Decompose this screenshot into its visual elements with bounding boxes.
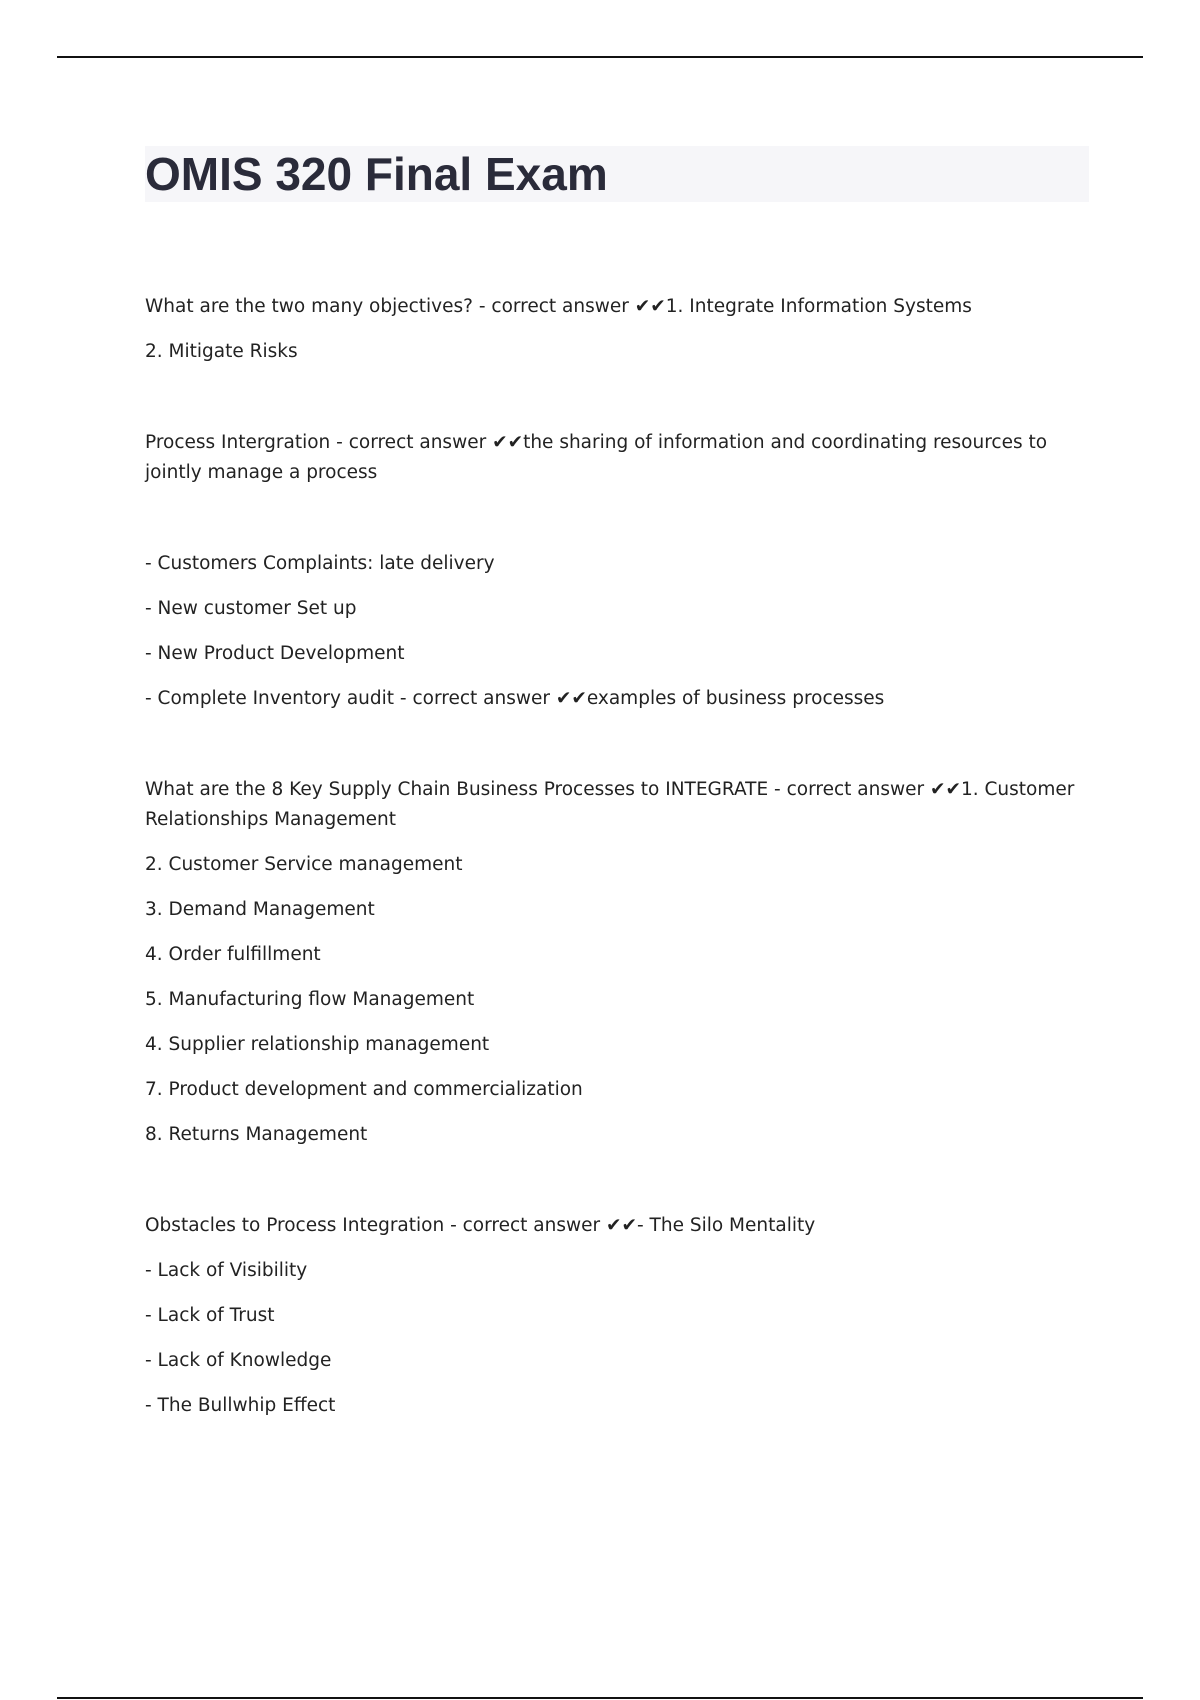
entry-line: 4. Order fulfillment bbox=[145, 944, 321, 965]
entry-line: - New customer Set up bbox=[145, 598, 357, 619]
qa-entry-process-integration bbox=[145, 428, 1091, 488]
entry-line: 2. Customer Service management bbox=[145, 854, 463, 875]
entry-line: 4. Supplier relationship management bbox=[145, 1034, 490, 1055]
entry-line: - Lack of Knowledge bbox=[145, 1350, 332, 1371]
entry-line: 8. Returns Management bbox=[145, 1124, 368, 1145]
entry-line: - Lack of Trust bbox=[145, 1305, 275, 1326]
entry-line: - Complete Inventory audit - correct answer ✔✔examples of business processes bbox=[145, 688, 885, 709]
qa-entry-objectives bbox=[145, 292, 1091, 367]
entry-line: - The Bullwhip Effect bbox=[145, 1395, 336, 1416]
entry-line: - New Product Development bbox=[145, 643, 405, 664]
document-body bbox=[145, 292, 1091, 1482]
entry-line: 3. Demand Management bbox=[145, 899, 375, 920]
entry-line: Process Intergration - correct answer ✔✔the sharing of information and coordinating resources to jointly manage a process bbox=[145, 432, 1048, 483]
entry-line: 7. Product development and commercialization bbox=[145, 1079, 583, 1100]
qa-entry-key-processes bbox=[145, 775, 1091, 1150]
entry-line: 5. Manufacturing flow Management bbox=[145, 989, 475, 1010]
entry-line: - Lack of Visibility bbox=[145, 1260, 308, 1281]
entry-line: What are the 8 Key Supply Chain Business Processes to INTEGRATE - correct answer ✔✔1. Customer Relationships Management bbox=[145, 779, 1075, 830]
entry-line: What are the two many objectives? - correct answer ✔✔1. Integrate Information Systems bbox=[145, 296, 972, 317]
entry-line: - Customers Complaints: late delivery bbox=[145, 553, 495, 574]
document-title: OMIS 320 Final Exam bbox=[145, 148, 608, 200]
entry-line: Obstacles to Process Integration - correct answer ✔✔- The Silo Mentality bbox=[145, 1215, 816, 1236]
entry-line: 2. Mitigate Risks bbox=[145, 341, 298, 362]
bottom-rule bbox=[57, 1697, 1143, 1699]
qa-entry-obstacles bbox=[145, 1211, 1091, 1421]
qa-entry-business-processes bbox=[145, 549, 1091, 714]
top-rule bbox=[57, 56, 1143, 58]
